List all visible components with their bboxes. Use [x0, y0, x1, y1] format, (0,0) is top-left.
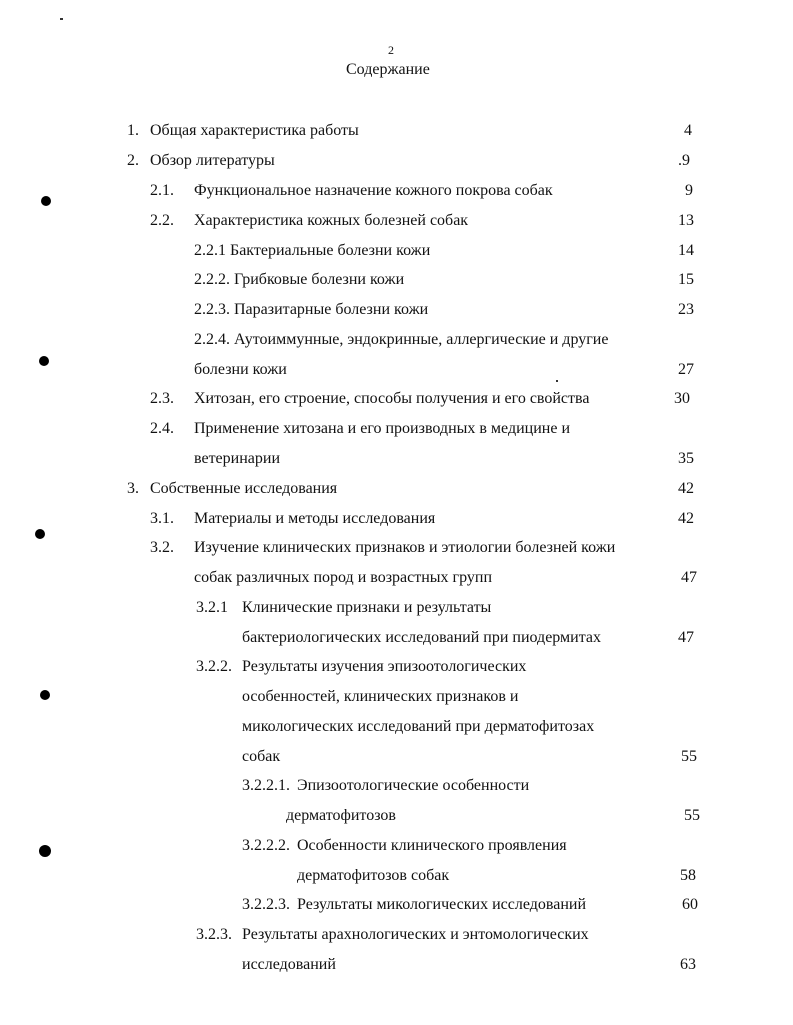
- toc-entry-3-2-2-2-number: 3.2.2.2.: [242, 837, 290, 854]
- toc-entry-3-2-3-number: 3.2.3.: [196, 926, 232, 943]
- toc-entry-2-2-4-page: 27: [678, 361, 694, 378]
- toc-entry-2-2-number: 2.2.: [150, 212, 174, 229]
- toc-entry-3-2-1-number: 3.2.1: [196, 599, 228, 616]
- toc-entry-3-2-2-3-page: 60: [682, 896, 698, 913]
- toc-entry-3-2-1-title-cont: бактериологических исследований при пиодермитах: [242, 629, 602, 646]
- toc-entry-3-2-2-1-page: 55: [684, 807, 700, 824]
- scan-speck: [60, 18, 63, 20]
- toc-entry-3-2-2-title-cont3: собак: [242, 748, 281, 765]
- toc-entry-3-2-2-3-title: Результаты микологических исследований: [297, 896, 586, 913]
- toc-entry-3-2-2-2-page: 58: [680, 867, 696, 884]
- binder-hole-mark: [35, 529, 45, 539]
- toc-entry-2-title: Обзор литературы: [150, 152, 275, 169]
- toc-entry-2-4-title: Применение хитозана и его производных в медицине и: [194, 420, 570, 437]
- toc-entry-2-2-4-title-cont: болезни кожи: [194, 361, 287, 378]
- toc-entry-3-page: 42: [678, 480, 694, 497]
- toc-entry-3-2-2-2-title-cont: дерматофитозов собак: [297, 867, 450, 884]
- toc-entry-3-2-1-page: 47: [678, 629, 694, 646]
- toc-entry-3-2-2-1-title: Эпизоотологические особенности: [297, 777, 530, 794]
- toc-entry-1-title: Общая характеристика работы: [150, 122, 359, 139]
- toc-entry-3-2-3-page: 63: [680, 956, 696, 973]
- toc-entry-1-page: 4: [684, 122, 692, 139]
- toc-entry-2-2-title: Характеристика кожных болезней собак: [194, 212, 469, 229]
- toc-entry-2-number: 2.: [127, 152, 139, 169]
- toc-entry-2-2-1-page: 14: [678, 242, 694, 259]
- binder-hole-mark: [40, 690, 50, 700]
- scan-speck: [556, 380, 558, 382]
- toc-entry-3-2-2-title: Результаты изучения эпизоотологических: [242, 658, 527, 675]
- binder-hole-mark: [41, 196, 51, 206]
- toc-entry-3-2-2-title-cont2: микологических исследований при дерматофитозах: [242, 718, 595, 735]
- toc-entry-2-3-number: 2.3.: [150, 390, 174, 407]
- toc-entry-3-2-page: 47: [681, 569, 697, 586]
- toc-entry-2-3-title: Хитозан, его строение, способы получения и его свойства: [194, 390, 590, 407]
- toc-entry-2-4-page: 35: [678, 450, 694, 467]
- toc-entry-2-page: .9: [678, 152, 690, 169]
- toc-entry-2-3-page: 30: [674, 390, 690, 407]
- toc-entry-3-1-number: 3.1.: [150, 510, 174, 527]
- toc-entry-3-2-1-title: Клинические признаки и результаты: [242, 599, 492, 616]
- toc-entry-3-number: 3.: [127, 480, 139, 497]
- toc-entry-3-1-title: Материалы и методы исследования: [194, 510, 436, 527]
- toc-entry-2-4-number: 2.4.: [150, 420, 174, 437]
- toc-entry-1-number: 1.: [127, 122, 139, 139]
- binder-hole-mark: [39, 845, 51, 857]
- binder-hole-mark: [39, 356, 49, 366]
- toc-entry-2-2-4-title: 2.2.4. Аутоиммунные, эндокринные, аллергические и другие: [194, 331, 609, 348]
- toc-entry-3-2-2-title-cont: особенностей, клинических признаков и: [242, 688, 519, 705]
- toc-entry-3-2-2-page: 55: [681, 748, 697, 765]
- page-title: Содержание: [346, 61, 430, 78]
- toc-entry-2-1-page: 9: [685, 182, 693, 199]
- toc-entry-3-2-2-2-title: Особенности клинического проявления: [297, 837, 567, 854]
- toc-entry-3-2-2-number: 3.2.2.: [196, 658, 232, 675]
- toc-entry-3-2-title: Изучение клинических признаков и этиологии болезней кожи: [194, 539, 616, 556]
- toc-entry-3-2-2-1-number: 3.2.2.1.: [242, 777, 290, 794]
- toc-entry-3-2-3-title: Результаты арахнологических и энтомологических: [242, 926, 589, 943]
- toc-entry-2-2-1-title: 2.2.1 Бактериальные болезни кожи: [194, 242, 431, 259]
- toc-entry-3-2-3-title-cont: исследований: [242, 956, 336, 973]
- toc-entry-3-2-number: 3.2.: [150, 539, 174, 556]
- toc-entry-2-2-3-page: 23: [678, 301, 694, 318]
- toc-entry-2-2-3-title: 2.2.3. Паразитарные болезни кожи: [194, 301, 429, 318]
- toc-entry-2-2-page: 13: [678, 212, 694, 229]
- toc-entry-2-2-2-title: 2.2.2. Грибковые болезни кожи: [194, 271, 405, 288]
- toc-entry-3-title: Собственные исследования: [150, 480, 338, 497]
- toc-entry-2-1-number: 2.1.: [150, 182, 174, 199]
- toc-entry-2-1-title: Функциональное назначение кожного покрова собак: [194, 182, 553, 199]
- toc-entry-3-1-page: 42: [678, 510, 694, 527]
- toc-entry-3-2-title-cont: собак различных пород и возрастных групп: [194, 569, 492, 586]
- toc-entry-3-2-2-3-number: 3.2.2.3.: [242, 896, 290, 913]
- toc-entry-2-2-2-page: 15: [678, 271, 694, 288]
- page-number: 2: [388, 43, 394, 57]
- toc-entry-2-4-title-cont: ветеринарии: [194, 450, 281, 467]
- toc-entry-3-2-2-1-title-cont: дерматофитозов: [286, 807, 396, 824]
